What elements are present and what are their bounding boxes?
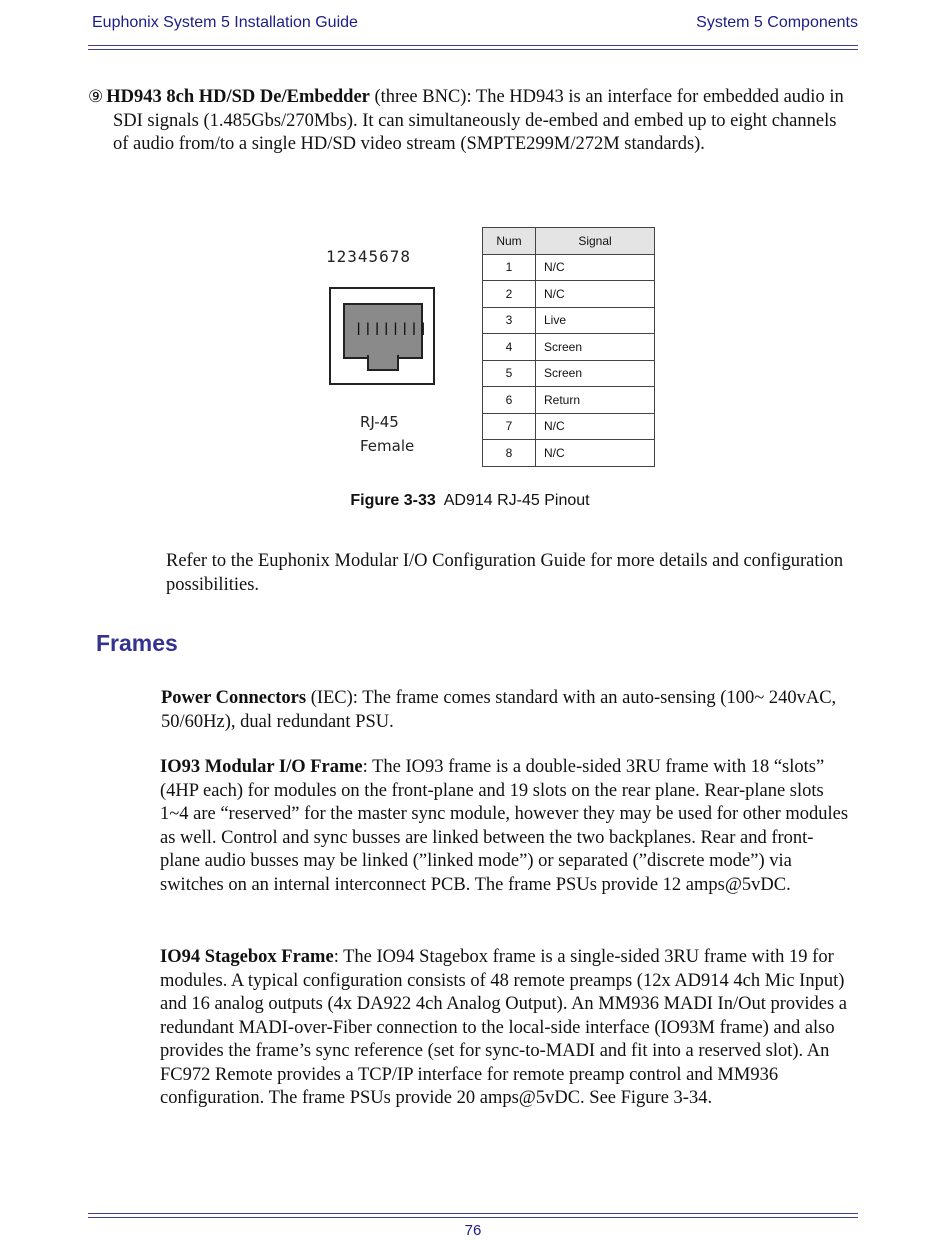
rj45-jack-outline <box>329 287 435 385</box>
hd943-title: HD943 8ch HD/SD De/Embedder <box>106 87 370 107</box>
power-connectors-paragraph <box>161 687 851 734</box>
pin-number-cell: 6 <box>483 387 536 414</box>
signal-column-header: Signal <box>536 228 655 255</box>
signal-cell: Screen <box>536 334 655 361</box>
io94-text: : The IO94 Stagebox frame is a single-sided 3RU frame with 19 for modules. A typical configuration consists of 48 remote preamps (12x AD914 4ch Mic Input) and 16 analog outputs (4x DA922 4ch Analog Output). An MM936 MADI In/Out provides a redundant MADI-over-Fiber connection to the local-side interface (IO93M frame) and also provides the frame’s sync reference (set for sync-to-MADI and fit into a reserved slot). An FC972 Remote provides a TCP/IP interface for remote preamp control and MM936 configuration. The frame PSUs provide 20 amps@5vDC. See Figure 3-34. <box>160 947 848 1108</box>
refer-paragraph: Refer to the Euphonix Modular I/O Configuration Guide for more details and configuration possibilities. <box>166 551 844 595</box>
pin-number-cell: 3 <box>483 307 536 334</box>
io94-title: IO94 Stagebox Frame <box>160 947 334 967</box>
table-row <box>483 281 655 308</box>
header-section-title: System 5 Components <box>696 14 858 31</box>
signal-cell: Live <box>536 307 655 334</box>
footer-rule-top <box>88 1213 858 1214</box>
num-column-header: Num <box>483 228 536 255</box>
figure-caption-text: AD914 RJ-45 Pinout <box>443 492 590 509</box>
pin-number-cell: 4 <box>483 334 536 361</box>
io94-paragraph <box>160 946 860 1111</box>
signal-cell: N/C <box>536 413 655 440</box>
page-number: 76 <box>464 1222 482 1239</box>
page-header <box>92 12 858 42</box>
pinout-table <box>482 227 655 467</box>
figure-label: Figure 3-33 <box>350 492 436 509</box>
pin-number-row: 12345678 <box>326 247 412 266</box>
rj45-jack-body <box>343 303 429 359</box>
signal-cell: N/C <box>536 254 655 281</box>
pin-number-cell: 5 <box>483 360 536 387</box>
header-rule-bottom <box>88 49 858 50</box>
connector-type-label: RJ-45 <box>360 413 399 431</box>
io93-paragraph <box>160 756 850 897</box>
pin-number-cell: 1 <box>483 254 536 281</box>
pin-number-cell: 8 <box>483 440 536 467</box>
signal-cell: Return <box>536 387 655 414</box>
table-row <box>483 360 655 387</box>
power-connectors-text: (IEC): The frame comes standard with an auto-sensing (100~ 240vAC, 50/60Hz), dual redundant PSU. <box>161 688 837 732</box>
pin-number-cell: 2 <box>483 281 536 308</box>
footer-rule-bottom <box>88 1217 858 1218</box>
table-row <box>483 254 655 281</box>
rj45-pin-contacts: |||||||| <box>355 321 429 335</box>
table-row <box>483 387 655 414</box>
hd943-paragraph <box>88 86 848 157</box>
io93-title: IO93 Modular I/O Frame <box>160 757 363 777</box>
signal-cell: N/C <box>536 440 655 467</box>
table-row <box>483 440 655 467</box>
pinout-header-row <box>483 228 655 255</box>
item-number-marker: ⑨ <box>88 87 104 107</box>
power-connectors-title: Power Connectors <box>161 688 307 708</box>
pin-number-cell: 7 <box>483 413 536 440</box>
section-heading-frames: Frames <box>96 630 178 656</box>
rj45-connector-figure <box>310 245 460 465</box>
table-row <box>483 307 655 334</box>
header-rule-top <box>88 45 858 46</box>
rj45-latch-tab <box>367 355 399 371</box>
hd943-text: (three BNC): The HD943 is an interface for embedded audio in SDI signals (1.485Gbs/270Mbs). It can simultaneously de-embed and embed up to eight channels of audio from/to a single HD/SD video stream (SMPTE299M/272M standards). <box>113 87 844 154</box>
figure-caption <box>0 492 940 510</box>
header-document-title: Euphonix System 5 Installation Guide <box>92 14 358 31</box>
signal-cell: N/C <box>536 281 655 308</box>
table-row <box>483 413 655 440</box>
io93-text: : The IO93 frame is a double-sided 3RU frame with 18 “slots” (4HP each) for modules on the front-plane and 19 slots on the rear plane. Rear-plane slots 1~4 are “reserved” for the master sync module, however they may be used for other modules as well. Control and sync busses are linked between the two backplanes. Rear and front-plane audio busses may be linked (”linked mode”) or separated (”discrete mode”) via switches on an internal interconnect PCB. The frame PSUs provide 12 amps@5vDC. <box>160 757 849 895</box>
signal-cell: Screen <box>536 360 655 387</box>
connector-gender-label: Female <box>360 437 415 455</box>
table-row <box>483 334 655 361</box>
